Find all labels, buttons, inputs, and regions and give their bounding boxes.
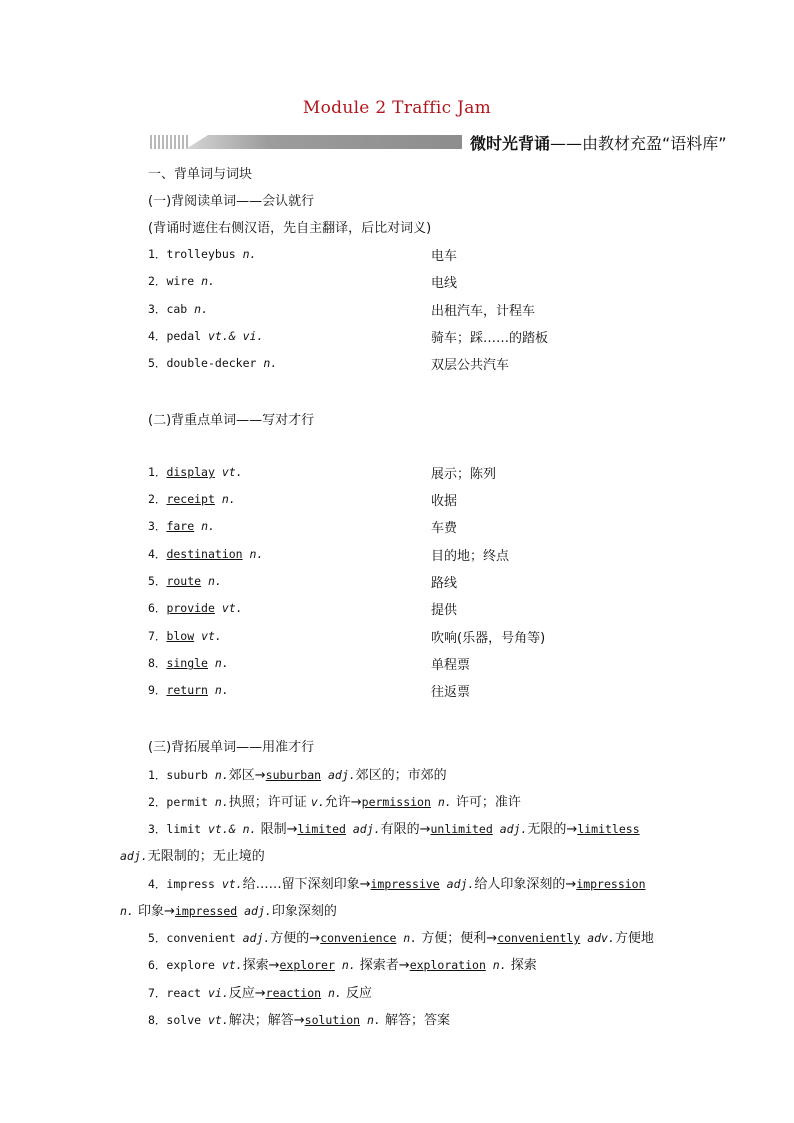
meaning: 反应→ [228, 986, 266, 1001]
vocab-row [148, 628, 708, 648]
extension-line-7 [148, 982, 372, 1001]
item-meaning: 提供 [431, 603, 458, 618]
derived-word: conveniently [497, 931, 581, 945]
item-number: 1． [148, 247, 167, 261]
item-word: blow [166, 629, 195, 643]
page-title: Module 2 Traffic Jam [302, 98, 492, 118]
derived-word: explorer [279, 958, 335, 972]
base-word: 7．react [148, 986, 208, 1000]
derived-word: limited [297, 822, 346, 836]
pos-label: vi. [207, 986, 229, 1000]
meaning: 探索→ [242, 958, 280, 973]
vocab-row [148, 273, 708, 293]
item-number: 5． [148, 356, 167, 370]
pos-label: adj. [492, 822, 528, 836]
item-number: 9． [148, 683, 167, 697]
meaning: 解答；答案 [380, 1013, 450, 1028]
base-word: 1．suburb [148, 768, 215, 782]
section-banner [150, 131, 727, 155]
item-pos: vt. [221, 601, 243, 615]
item-pos: n. [249, 547, 264, 561]
vocab-row [148, 600, 708, 620]
item-number: 2． [148, 274, 167, 288]
item-number: 7． [148, 629, 167, 643]
item-number: 3． [148, 519, 167, 533]
item-meaning: 双层公共汽车 [431, 358, 510, 373]
item-number: 4． [148, 329, 167, 343]
item-meaning: 出租汽车，计程车 [431, 304, 536, 319]
meaning: 有限的→ [380, 822, 431, 837]
item-pos: n. [214, 683, 229, 697]
pos-label: v. [310, 795, 325, 809]
item-word: provide [166, 601, 215, 615]
item-pos: n. [221, 492, 236, 506]
pos-label: adj. [345, 822, 381, 836]
item-meaning: 吹响(乐器，号角等) [431, 631, 546, 646]
base-word: 4．impress [148, 877, 222, 891]
vocab-row [148, 573, 708, 593]
derived-word: suburban [265, 768, 322, 782]
meaning: 方便；便利→ [417, 931, 498, 946]
meaning: 限制→ [256, 822, 298, 837]
item-pos: vt.& vi. [208, 329, 264, 343]
item-word: wire [166, 274, 195, 288]
extension-line-5 [148, 927, 654, 946]
item-number: 3． [148, 302, 167, 316]
item-meaning: 骑车；踩……的踏板 [431, 331, 549, 346]
base-word: 3．limit [148, 822, 208, 836]
extension-line-4 [148, 873, 646, 892]
meaning: 方便地 [614, 931, 654, 946]
meaning: 许可；准许 [451, 795, 521, 810]
pos-label: adj. [237, 904, 272, 918]
pos-label: adv. [580, 931, 615, 945]
pos-label: n. [430, 795, 452, 809]
pos-label: adj. [439, 877, 475, 891]
item-number: 4． [148, 547, 167, 561]
part1-note: (背诵时遮住右侧汉语，先自主翻译，后比对词义) [148, 221, 432, 236]
part3-heading: (三)背拓展单词——用准才行 [148, 740, 315, 755]
pos-label: n. [485, 958, 507, 972]
derived-word: exploration [409, 958, 486, 972]
item-pos: n. [208, 574, 222, 588]
pos-label: n. [321, 986, 342, 1000]
item-meaning: 电车 [431, 249, 458, 264]
item-pos: n. [242, 247, 257, 261]
item-word: single [166, 656, 208, 670]
item-word: pedal [166, 329, 202, 343]
item-word: fare [166, 519, 195, 533]
item-meaning: 车费 [431, 521, 458, 536]
derived-word: convenience [320, 931, 397, 945]
derived-word: impressive [370, 877, 440, 891]
vocab-row [148, 682, 708, 702]
pos-label: vt. [221, 877, 243, 891]
pos-label: n. [396, 931, 418, 945]
item-meaning: 路线 [431, 576, 458, 591]
vocab-row [148, 655, 708, 675]
vocab-row [148, 355, 708, 375]
item-meaning: 单程票 [431, 658, 471, 673]
pos-label: vt. [207, 1013, 229, 1027]
item-meaning: 电线 [431, 276, 458, 291]
pos-label: adj. [321, 768, 356, 782]
pos-label: n. [120, 904, 134, 918]
item-meaning: 展示；陈列 [431, 467, 497, 482]
pos-label: adj. [120, 849, 148, 863]
vocab-row [148, 491, 708, 511]
part2-heading: (二)背重点单词——写对才行 [148, 413, 315, 428]
pos-label: adj. [242, 931, 271, 945]
item-pos: n. [201, 519, 215, 533]
banner-rest: ——由教材充盈“语料库” [550, 134, 727, 153]
derived-word: impressed [174, 904, 238, 918]
item-pos: n. [263, 356, 278, 370]
derived-word: permission [361, 795, 431, 809]
banner-pattern [150, 135, 190, 149]
vocab-row [148, 328, 708, 348]
item-pos: n. [214, 656, 229, 670]
vocab-row [148, 546, 708, 566]
derived-word: impression [576, 877, 646, 891]
vocab-row [148, 301, 708, 321]
item-number: 1． [148, 465, 167, 479]
item-number: 5． [148, 574, 167, 588]
base-word: 8．solve [148, 1013, 208, 1027]
item-word: receipt [166, 492, 215, 506]
extension-line-3 [148, 818, 640, 837]
item-number: 6． [148, 601, 167, 615]
vocab-row [148, 464, 708, 484]
meaning: 允许→ [324, 795, 362, 810]
meaning: 印象→ [133, 904, 175, 919]
meaning: 无限制的；无止境的 [147, 849, 265, 864]
item-word: destination [166, 547, 243, 561]
extension-line-1 [148, 764, 447, 783]
meaning: 给……留下深刻印象→ [242, 877, 371, 892]
banner-bold: 微时光背诵 [470, 134, 551, 153]
derived-word: reaction [265, 986, 322, 1000]
pos-label: n. [334, 958, 356, 972]
extension-line-3-cont [120, 845, 265, 864]
meaning: 探索 [506, 958, 537, 973]
pos-label: n. [360, 1013, 381, 1027]
vocab-row [148, 246, 708, 266]
meaning: 印象深刻的 [271, 904, 337, 919]
item-number: 2． [148, 492, 167, 506]
item-word: return [166, 683, 208, 697]
base-word: 2．permit [148, 795, 215, 809]
meaning: 郊区的；市郊的 [355, 768, 447, 783]
item-word: route [166, 574, 202, 588]
base-word: 6．explore [148, 958, 222, 972]
section-heading: 一、背单词与词块 [148, 167, 253, 182]
pos-label: vt. [221, 958, 243, 972]
banner-text [470, 131, 727, 154]
pos-label: n. [214, 795, 229, 809]
item-meaning: 收据 [431, 494, 458, 509]
meaning: 方便的→ [270, 931, 321, 946]
extension-line-6 [148, 954, 537, 973]
extension-line-4-cont [120, 900, 337, 919]
meaning: 解决；解答→ [228, 1013, 305, 1028]
item-number: 8． [148, 656, 167, 670]
meaning: 郊区→ [228, 768, 266, 783]
meaning: 给人印象深刻的→ [474, 877, 577, 892]
derived-word: limitless [577, 822, 640, 836]
item-pos: n. [201, 274, 215, 288]
pos-label: n. [214, 768, 229, 782]
extension-line-2 [148, 791, 521, 810]
item-word: double-decker [166, 356, 257, 370]
meaning: 反应 [341, 986, 372, 1001]
meaning: 探索者→ [355, 958, 410, 973]
part1-heading: (一)背阅读单词——会认就行 [148, 194, 315, 209]
derived-word: solution [304, 1013, 361, 1027]
banner-bar [186, 135, 462, 149]
base-word: 5．convenient [148, 931, 243, 945]
meaning: 无限的→ [527, 822, 578, 837]
extension-line-8 [148, 1009, 450, 1028]
pos-label: vt.& n. [207, 822, 257, 836]
item-meaning: 目的地；终点 [431, 549, 510, 564]
item-word: display [166, 465, 215, 479]
item-meaning: 往返票 [431, 685, 471, 700]
item-word: cab [166, 302, 188, 316]
item-word: trolleybus [166, 247, 236, 261]
derived-word: unlimited [430, 822, 493, 836]
item-pos: n. [194, 302, 209, 316]
item-pos: vt. [221, 465, 243, 479]
meaning: 执照；许可证 [228, 795, 311, 810]
vocab-row [148, 518, 708, 538]
item-pos: vt. [201, 629, 222, 643]
